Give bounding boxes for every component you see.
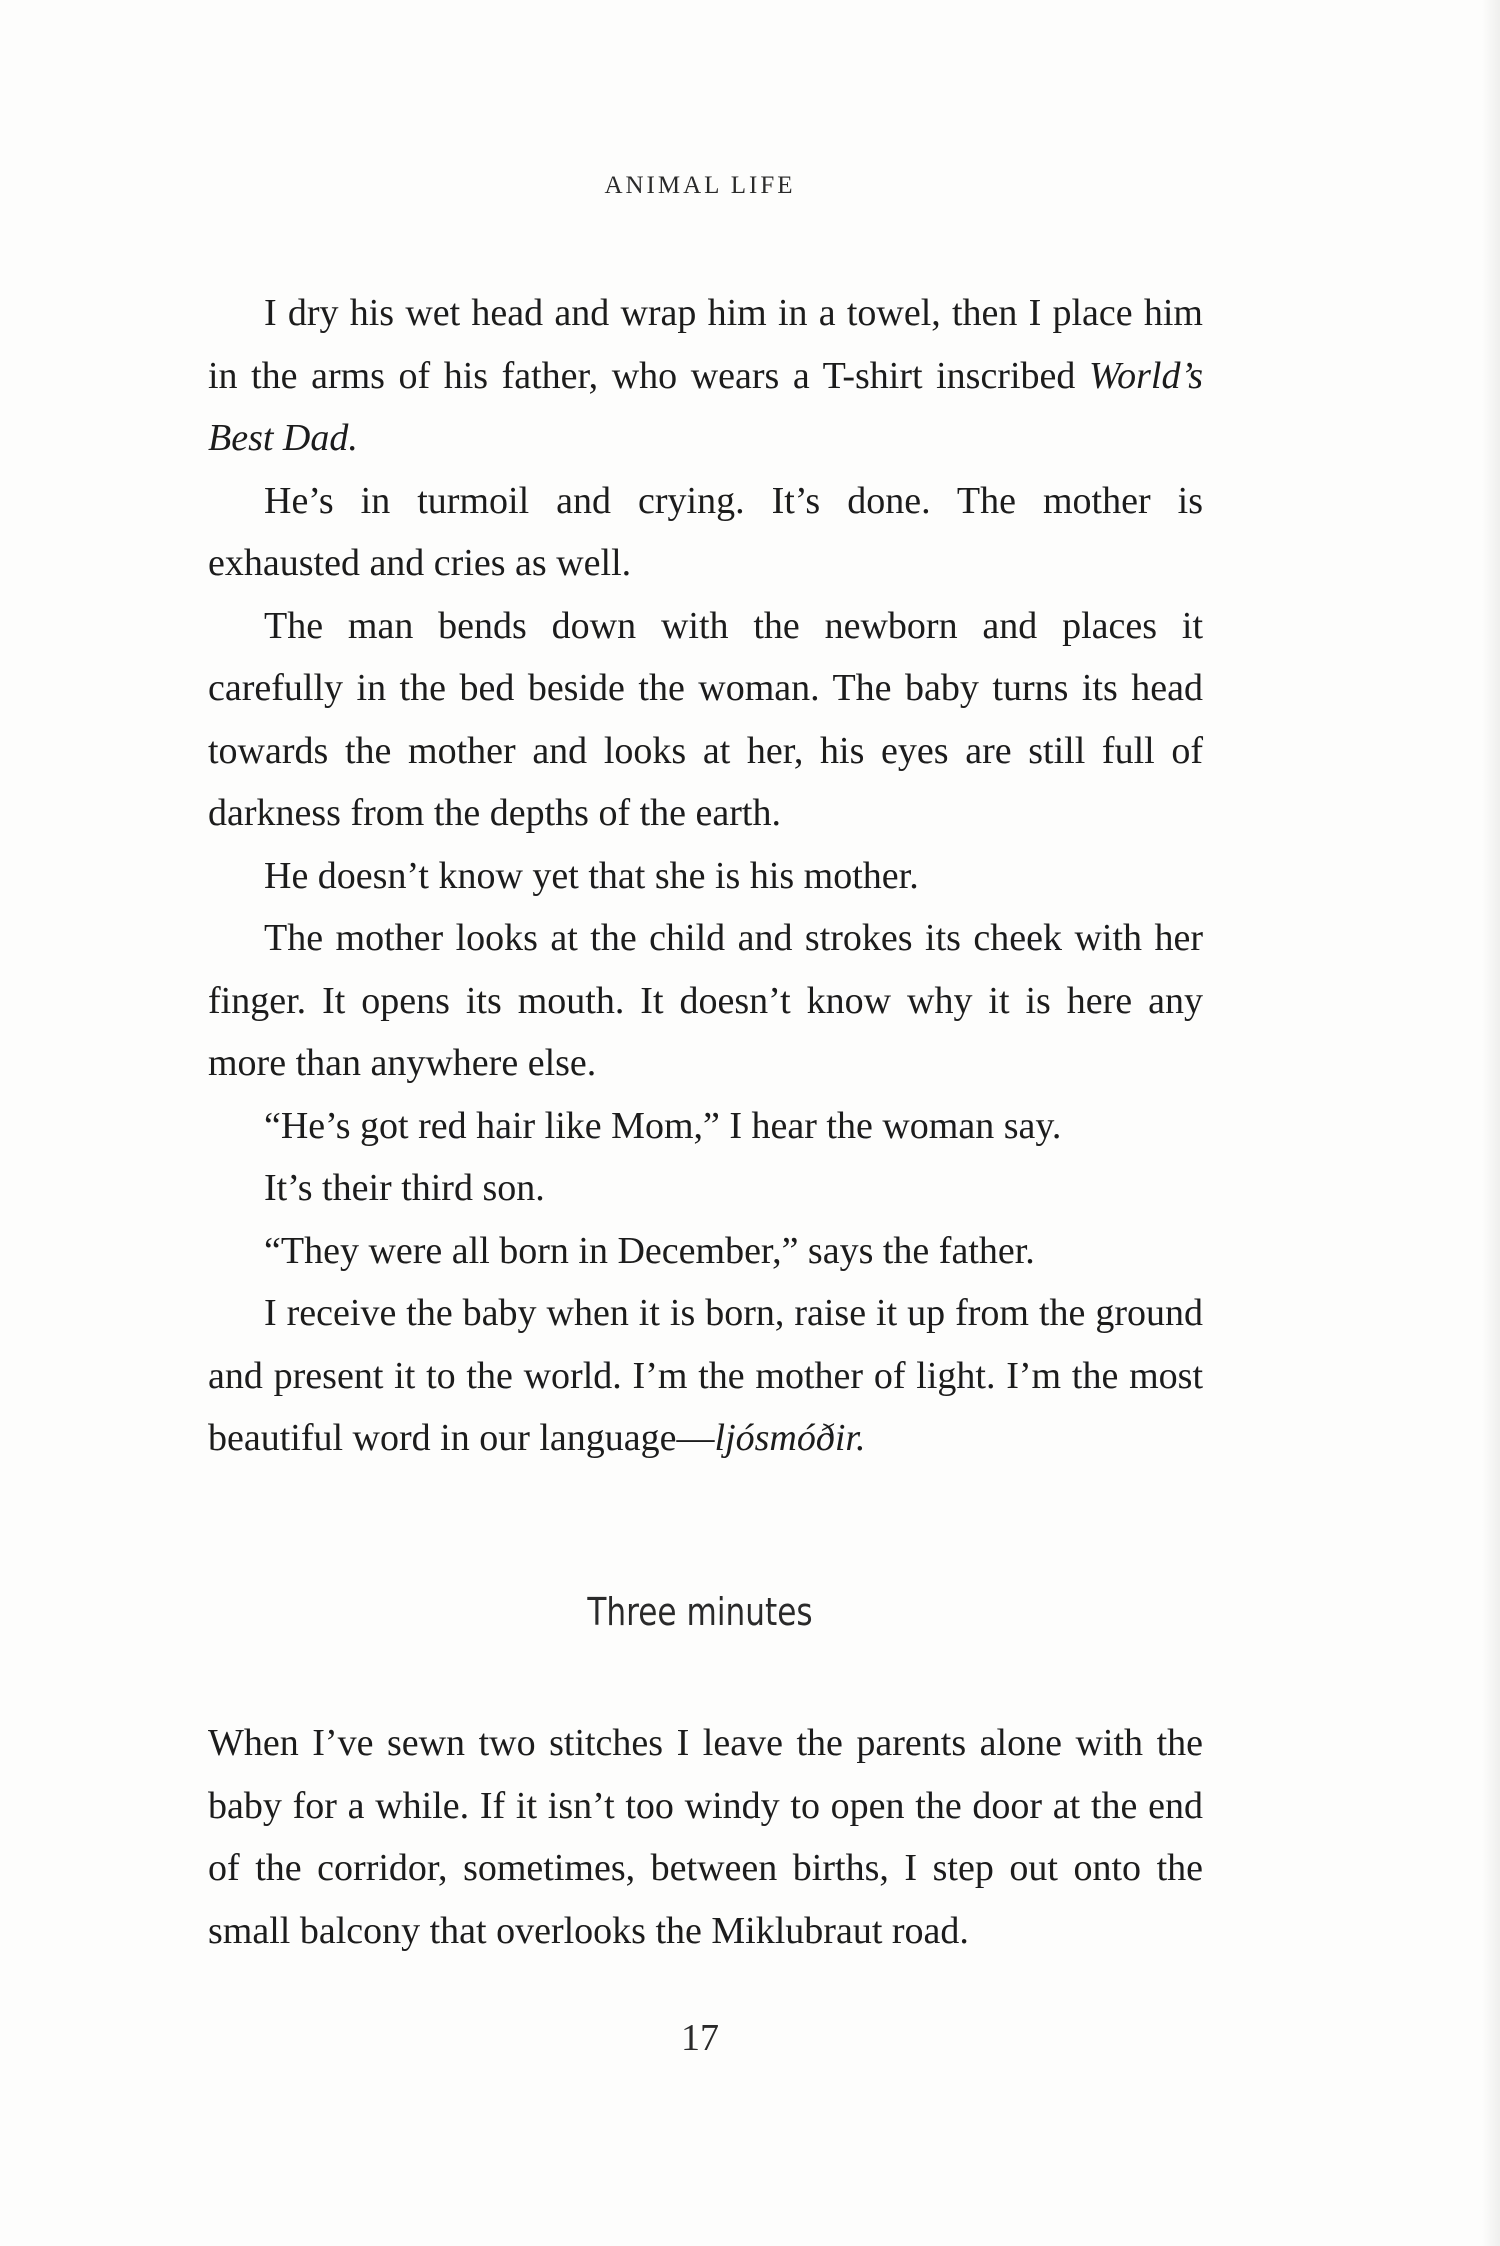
running-head: ANIMAL LIFE (604, 172, 796, 199)
paragraph: The man bends down with the newborn and places it carefully in the bed beside the woman. The baby turns its head towards the mother and looks at her, his eyes are still full of darkness from the depths of the earth. (208, 604, 1203, 834)
paragraph: “They were all born in December,” says the father. (264, 1229, 1035, 1272)
paragraph: It’s their third son. (264, 1167, 545, 1209)
body-text-block-2 (208, 1712, 1203, 1962)
paragraph (208, 282, 1203, 470)
paragraph: When I’ve sewn two stitches I leave the parents alone with the baby for a while. If it isn’t too windy to open the door at the end of the corridor, sometimes, between births, I step out onto the small balcony that overlooks the Miklubraut road. (208, 1722, 1203, 1952)
page-edge-shadow (1482, 0, 1500, 2246)
paragraph: He’s in turmoil and crying. It’s done. The mother is exhausted and cries as well. (208, 479, 1203, 584)
body-text-block-1 (208, 282, 1203, 1470)
paragraph: The mother looks at the child and strokes its cheek with her finger. It opens its mouth. It doesn’t know why it is here any more than anywhere else. (208, 917, 1203, 1084)
section-heading: Three minutes (587, 1590, 813, 1634)
paragraph: “He’s got red hair like Mom,” I hear the woman say. (264, 1104, 1062, 1147)
paragraph-text: I dry his wet head and wrap him in a towel, then I place him in the arms of his father, who wears a T-shirt inscribed (208, 292, 1203, 397)
paragraph-text: I receive the baby when it is born, raise it up from the ground and present it to the world. I’m the mother of light. I’m the most beautiful word in our language— (208, 1292, 1203, 1459)
page-number: 17 (681, 2017, 719, 2059)
paragraph (208, 1282, 1203, 1470)
italic-word: ljósmóðir. (714, 1417, 866, 1459)
italic-phrase: World’s Best Dad. (208, 354, 1203, 459)
paragraph: He doesn’t know yet that she is his mother. (264, 854, 919, 897)
